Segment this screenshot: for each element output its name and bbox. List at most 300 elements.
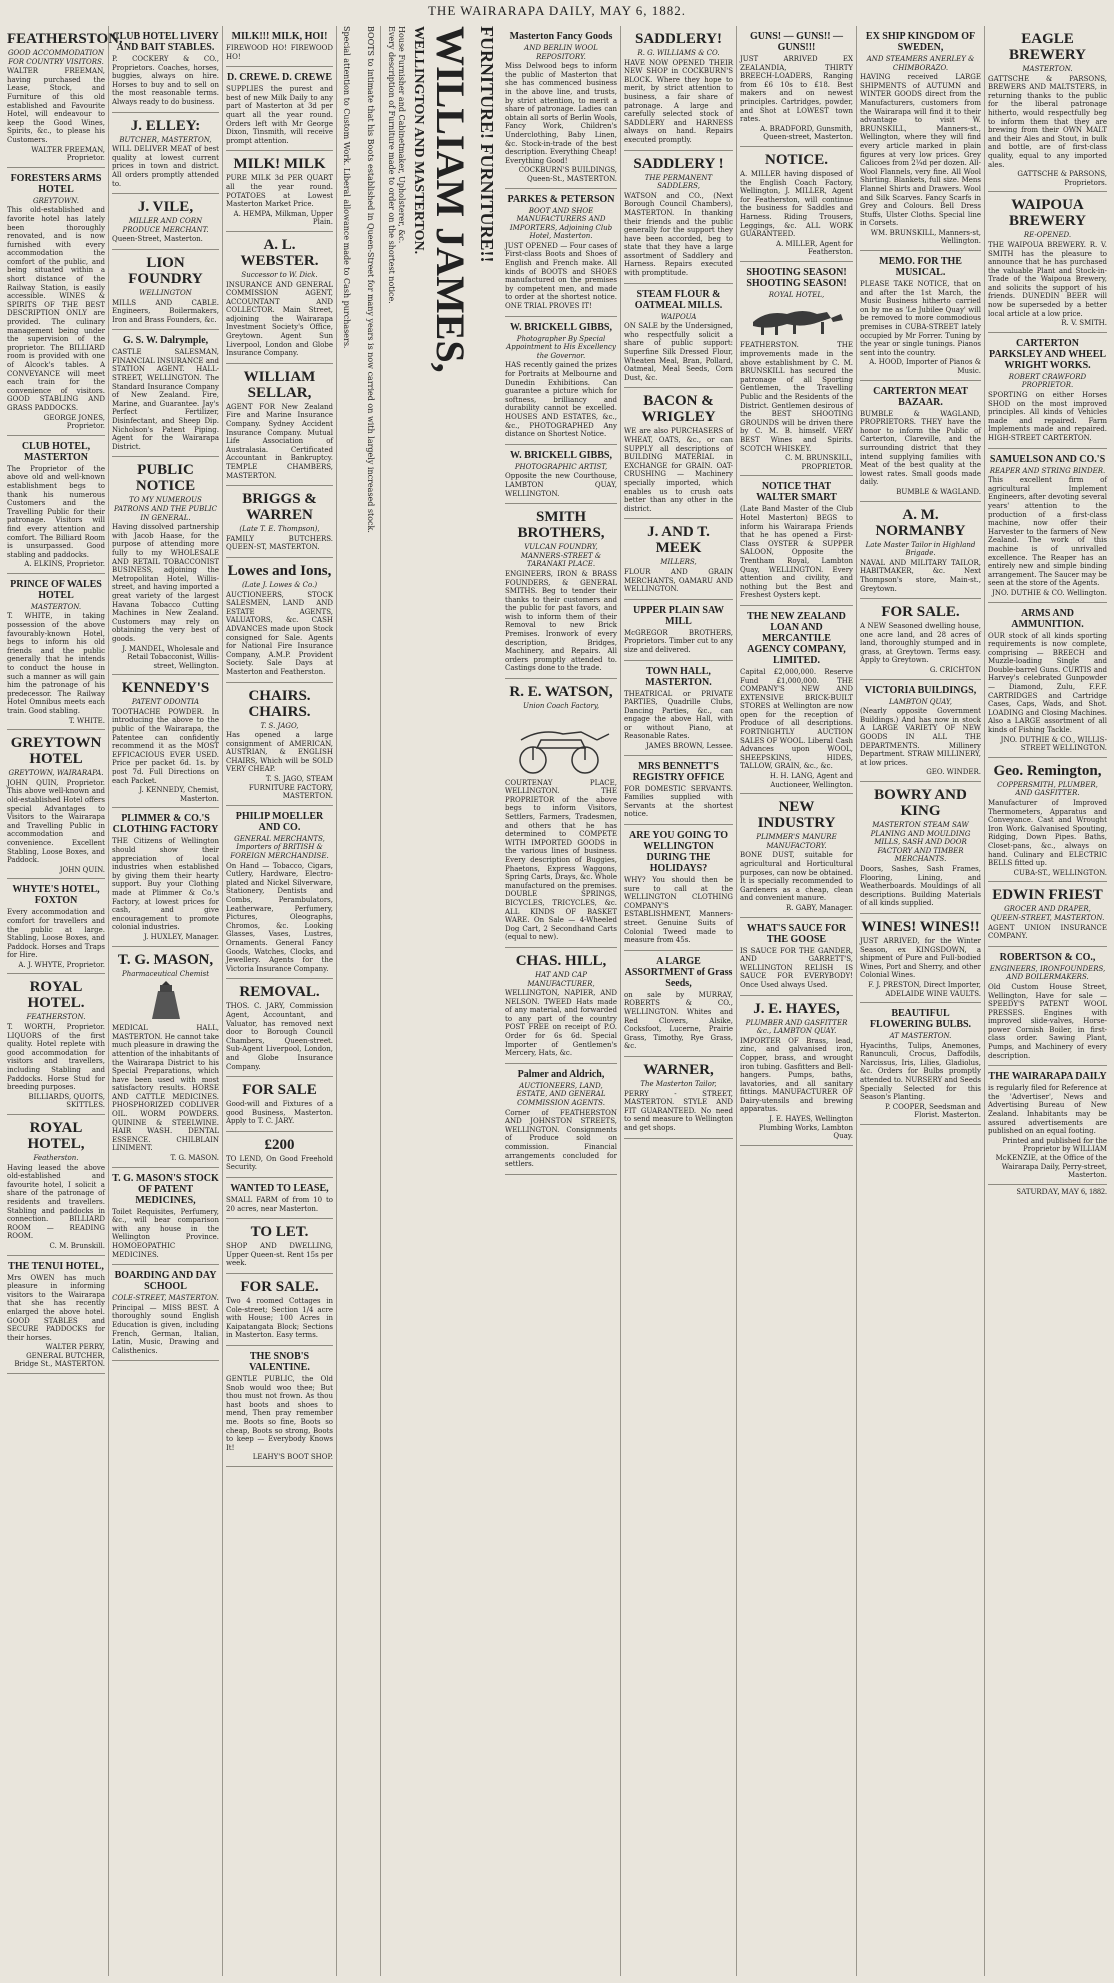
advertisement-lion-foundry (112, 250, 219, 330)
ad-title: ROYAL HOTEL. (27, 979, 85, 1012)
ad-body: This old-established and favorite hotel has lately been thoroughly renovated, and is now furnished with every accommodation the comfort of the public, and being situated within a short distance of the Railway Station, is easily accessible. WINES & SPIRITS OF THE BEST DESCRIPTION ONLY are provided. The culinary management being under the supervision of the proprietor. The BILLIARD room is provided with one of Alcock's tables. A CONVEYANCE will meet each train for the convenience of visitors. GOOD STABLING AND GRASS PADDOCKS. (7, 206, 105, 412)
masthead: THE WAIRARAPA DAILY, MAY 6, 1882. (427, 3, 687, 18)
ad-title: CHAS. HILL, (515, 952, 607, 969)
ad-title: SHOOTING SEASON! SHOOTING SEASON! (746, 266, 847, 289)
advertisement-club-hotel-masterton (7, 436, 105, 574)
ad-body: Has opened a large consignment of AMERICAN, AUSTRIAN, & ENGLISH CHAIRS, Which will be SOLD VERY CHEAP. (226, 731, 333, 774)
advertisement-for-sale (226, 1274, 333, 1346)
column-1 (4, 26, 123, 1976)
advertisement-t-g-mason-s-stock-of-patent-medicines (112, 1168, 219, 1266)
ad-title: SADDLERY ! (633, 155, 724, 172)
ad-title: EDWIN FRIEST (992, 887, 1103, 904)
ad-body: AGENT UNION INSURANCE COMPANY. (988, 923, 1107, 941)
ad-body: BONE DUST, suitable for agricultural and Horticultural purposes, can now be obtained. It is specially recommended to Gardeners as a cheap, clean and convenient manure. (740, 851, 853, 903)
ad-title: FOR SALE (242, 1082, 317, 1099)
ad-subtitle: COLE-STREET, MASTERTON. (112, 1294, 219, 1303)
ad-body: FAMILY BUTCHERS. QUEEN-ST, MASTERTON. (226, 534, 333, 552)
ad-title: REMOVAL. (239, 984, 320, 1001)
ad-body: WHY? You should then be sure to call at the WELLINGTON CLOTHING COMPANY'S ESTABLISHMENT, Manners-street. Genuine Suits of Colonial Tweed made to measure from 45s. (624, 876, 733, 945)
ad-subtitle: MASTERTON. (1022, 65, 1073, 73)
ad-subtitle: GREYTOWN, WAIRARAPA. (8, 769, 104, 778)
advertisement-greytown-hotel (7, 730, 105, 879)
ad-body: SPORTING on either Horses SHOD on the most improved principles. All kinds of Vehicles made and repaired. Farm Implements made and repaired. HIGH-STREET CARTERTON. (988, 391, 1107, 442)
ad-subtitle: Photographer By Special Appointment to His Excellency the Governor. (506, 334, 616, 360)
column-2 (108, 26, 222, 1976)
advertisement-warner (624, 1057, 733, 1139)
ad-subtitle: TO MY NUMEROUS PATRONS AND THE PUBLIC IN GENERAL. (113, 496, 218, 522)
ad-title: MILK! MILK (233, 156, 326, 173)
ad-subtitle: Successor to W. Dick. (241, 270, 318, 279)
advertisement-g-s-w-dalrymple (112, 330, 219, 457)
ad-title: T. G. MASON'S STOCK OF PATENT MEDICINES, (112, 1172, 219, 1206)
column-5-rotated (380, 26, 503, 1976)
ad-body: WATSON and CO., (Next Borough Council Chambers), MASTERTON. In thanking their friends and the public generally for the support they have been accorded, beg to state that they have a large assortment of Saddlery and Harness. Repairs executed with promptitude. (624, 191, 733, 278)
ad-body: This excellent firm of agricultural Implement Engineers, after devoting several years' attention to the production of a first-class machine, now offer their Harvester to the farmers of New Zealand. The work of this machine is of unrivalled excellence. The Reaper has an entirely new and simple binding arrangement. The Saucer may be seen at the store of the Agents. (988, 476, 1107, 588)
ad-title: WARNER, (643, 1061, 714, 1078)
advertisement-edwin-friest (988, 882, 1107, 946)
advertisement-notice (740, 147, 853, 262)
ad-title: A LARGE ASSORTMENT of Grass Seeds, (624, 955, 733, 989)
ad-subtitle: MASTERTON. (30, 602, 82, 611)
ad-title: FOR SALE. (881, 604, 960, 621)
ad-signature: GATTSCHE & PARSONS, Proprietors. (1017, 170, 1107, 187)
ad-body: PURE MILK 3d PER QUART all the year round. POTATOES at Lowest Masterton Market Price. (226, 174, 333, 209)
ad-signature: BUMBLE & WAGLAND. (896, 487, 981, 496)
ad-subtitle: RE-OPENED. (1023, 231, 1072, 240)
advertisement-j-e-hayes (740, 996, 853, 1146)
ad-title: J. ELLEY: (130, 117, 201, 134)
ad-subtitle: GROCER AND DRAPER, QUEEN-STREET, MASTERTON. (990, 905, 1105, 922)
advertisement-eagle-brewery (988, 26, 1107, 192)
ad-subtitle: PLUMBER AND GASFITTER &c., LAMBTON QUAY. (745, 1018, 848, 1036)
ad-body: HAS recently gained the prizes for Portraits at Melbourne and Dunedin Exhibitions. Can guarantee a picture which for softness, brilliancy and durability cannot be excelled. HOUSES AND ESTATES, &c., &c., PHOTOGRAPHED Any distance on Shortest Notice. (505, 361, 617, 439)
ad-title: THE WAIRARAPA DAILY (988, 1071, 1107, 1083)
william-james-name: WILLIAM JAMES, (428, 26, 473, 373)
ad-title: FOR SALE. (240, 1279, 319, 1296)
column-7 (620, 26, 736, 1976)
ad-subtitle: COPPERSMITH, PLUMBER, AND GASFITTER. (997, 780, 1098, 798)
advertisement-geo-remington (988, 758, 1107, 883)
advertisement-r-e-watson (505, 679, 617, 948)
ad-subtitle: MILLER AND CORN PRODUCE MERCHANT. (122, 217, 209, 234)
ad-title: ROYAL HOTEL, (27, 1120, 85, 1152)
advertisement-steam-flour-oatmeal-mills (624, 284, 733, 389)
ad-title: T. G. MASON, (117, 951, 214, 968)
ad-signature: A. J. WHYTE, Proprietor. (18, 960, 105, 969)
ad-body: Hyacinths, Tulips, Anemones, Ranunculi, Crocus, Daffodils, Narcissus, Iris, Lilies, Gladiolus, &c. Orders for Bulbs promptly attended to. NURSERY and Seeds Specially Selected for this Season's Planting. (860, 1041, 981, 1102)
advertisement-waipoua-brewery (988, 192, 1107, 333)
advertisement-the-new-zealand-loan-and-mercantile-agen (740, 606, 853, 794)
advertisement-a-large-assortment-of-grass-seeds (624, 951, 733, 1057)
ad-body: HAVE NOW OPENED THEIR NEW SHOP in COCKBURN'S BLOCK. Where they hope to merit, by strict attention to business, a fair share of patronage. A large and carefully selected stock of SADDLERY and HARNESS always on hand. Repairs executed promptly. (624, 58, 733, 144)
column-3 (222, 26, 336, 1976)
ad-subtitle: HAT AND CAP MANUFACTURER, (527, 970, 595, 988)
ad-body: PERRY - STREET, MASTERTON. STYLE AND FIT GUARANTEED. No need to send measure to Wellington and get shops. (624, 1089, 733, 1132)
ad-title: PRINCE OF WALES HOTEL (10, 578, 102, 601)
advertisement-d-crewe-d-crewe (226, 67, 333, 151)
ad-signature: A. HOOD, Importer of Pianos & Music. (869, 358, 981, 375)
ad-body: JOHN QUIN, Proprietor. This above well-known and old-established Hotel offers special Advantages to Visitors to the Wairarapa and Travelling Public in accommodation and convenience. Excellent Stabling, Loose Boxes, and Paddock. (7, 778, 105, 865)
ad-body: INSURANCE AND GENERAL COMMISSION AGENT, ACCOUNTANT AND COLLECTOR. Main Street, adjoining the Wairarapa Investment Society's Office, Greytown. Agent Sun Liverpool, London and Globe Insurance Company. (226, 280, 333, 358)
ad-body: THE Citizens of Wellington should show their appreciation of local industries when established by giving them their hearty support. Buy your Clothing made at Plimmer & Co.'s Factory, at lowest prices for cash, and give encouragement to promote colonial industries. (112, 837, 219, 932)
ad-body: MILLS AND CABLE. Engineers, Boilermakers, Iron and Brass Founders, &c. (112, 298, 219, 324)
ad-title: CHAIRS. CHAIRS. (248, 687, 311, 720)
ad-signature: GEORGE JONES, Proprietor. (43, 413, 105, 431)
ad-body: WALTER FREEMAN, having purchased the Lease, Stock, and Furniture of this old established and Favourite Hotel, will endeavour to keep the Good Wines, Spirits, &c., to please his Customers. (7, 67, 105, 144)
ad-body: (Nearly opposite Government Buildings.) And has now in stock A LARGE VARIETY OF NEW GOODS IN ALL THE DEPARTMENTS. Millinery Department. STRAW MILLINERY, at low prices. (860, 707, 981, 767)
ad-body: FLOUR AND GRAIN MERCHANTS, OAMARU AND WELLINGTON. (624, 567, 733, 594)
ad-body: THEATRICAL or PRIVATE PARTIES, Quadrille Clubs, Dancing Parties, &c., can engage the above Hall, with or without Piano, at Reasonable Rates. (624, 689, 733, 741)
ad-signature: F. J. PRESTON, Direct Importer, ADELAIDE WINE VAULTS. (868, 980, 981, 998)
advertisement-the-snob-s-valentine (226, 1346, 333, 1467)
column-4-rotated (336, 26, 381, 1976)
ad-title: W. BRICKELL GIBBS, (510, 321, 612, 333)
rotated-line: BOOTS to intimate that his Boots established in Queen-Street for many years is now carried on with largely increased stock. (366, 26, 375, 533)
advertisement-saddlery (624, 26, 733, 151)
ad-signature: H. H. LANG, Agent and Auctioneer, Wellington. (769, 772, 853, 789)
advertisement-royal-hotel (7, 1115, 105, 1256)
ad-body: Doors, Sashes, Sash Frames, Flooring, Lining, and Weatherboards. Mouldings of all descriptions. Building Materials of all kinds supplied. (860, 864, 981, 908)
advertisement-the-tenui-hotel (7, 1256, 105, 1375)
ad-title: MRS BENNETT'S REGISTRY OFFICE (632, 760, 725, 783)
ad-body: Manufacturer of Improved Thermometers, Apparatus and Conveyance. Cast and Wrought Iron Work. Galvanised Spouting, Ridging, Down Pipes. Baths, Closet-pans, &c., always on hand. Culinary and ELECTRIC BELLS fitted up. (988, 799, 1107, 868)
ad-subtitle: MILLERS, (660, 558, 697, 567)
advertisement-chas-hill (505, 948, 617, 1064)
advertisement-milk-milk (226, 151, 333, 232)
column-8 (736, 26, 856, 1976)
ad-subtitle: MASTERTON STEAM SAW PLANING AND MOULDING MILLS, SASH AND DOOR FACTORY AND TIMBER MERCHANTS. (870, 821, 971, 864)
ad-title: ROBERTSON & CO., (999, 951, 1096, 963)
advertisement-philip-moeller-and-co (226, 806, 333, 980)
ad-subtitle: VULCAN FOUNDRY, MANNERS-STREET & TARANAKI PLACE. (520, 543, 602, 569)
ad-body: JUST OPENED — Four cases of First-class Boots and Shoes of English and French make. All kinds of BOOTS and SHOES manufactured on the premises by competent men, and made to order at the shortest notice. ONE TRIAL PROVES IT! (505, 241, 617, 311)
ad-body: P. COCKERY & CO., Proprietors. Coaches, horses, buggies, always on hire. Horses to buy and to sell on the most reasonable terms. Always ready to do business. (112, 55, 219, 106)
ad-signature: Printed and published for the Proprietor by WILLIAM McKENZIE, at the Office of the Wairarapa Daily, Perry-street, Masterton. (995, 1136, 1107, 1180)
ad-body: OUR stock of all kinds sporting requirements is now complete, comprising — BREECH and Muzzle-loading Single and Double-barrel Guns. CURTIS and Harvey's celebrated Gunpowder — Diamond, Zulu, F.F.F. CARTRIDGES and Cartridge Cases, Caps, Wads, and Shot. LOADING and Closing Machines. Also a LARGE assortment of all kinds of Fishing Tackle. (988, 631, 1107, 735)
ad-body: T. WORTH, Proprietor. LIQUORS of the first quality. Hotel replete with good accommodation for visitors and travellers, including Stabling and Paddocks. Horse Stud for breeding purposes. (7, 1023, 105, 1092)
ad-signature: A. MILLER, Agent for Featherston. (776, 239, 853, 257)
rotated-line: Special attention to Custom Work. Liberal allowance made to Cash purchasers. (342, 26, 351, 349)
ad-body: THOS. C. JARY, Commission Agent, Accountant, and Valuator, has removed next door to Borough Council Chambers, Queen-street. Sub-Agent Liverpool, London, and Globe Insurance Company. (226, 1002, 333, 1071)
ad-title: BACON & WRIGLEY (641, 393, 716, 426)
ad-body: The Proprietor of the above old and well-known establishment begs to thank his numerous Customers and the Travelling Public for their patronage. Visitors will find every attention and comfort. The Billiard Room is unsurpassed. Good stabling and paddocks. (7, 464, 105, 559)
ad-subtitle: THE PERMANENT SADDLERS, (644, 173, 713, 191)
advertisement-club-hotel-livery-and-bait-stables (112, 26, 219, 113)
ad-signature: C. M. Brunskill. (49, 1241, 105, 1250)
ad-signature: A. HEMPA, Milkman, Upper Plain. (233, 209, 333, 227)
ad-subtitle: PHOTOGRAPHIC ARTIST, (514, 462, 608, 471)
ad-signature: WM. BRUNSKILL, Manners-st, Wellington. (870, 228, 981, 246)
ad-signature: A. BRADFORD, Gunsmith, Queen-street, Masterton. (760, 124, 853, 142)
ad-subtitle: ROYAL HOTEL, (768, 290, 825, 299)
ad-signature: T. G. MASON. (170, 1154, 219, 1163)
advertisement-carterton-parksley-and-wheel-wright-work (988, 333, 1107, 449)
advertisement-wines-wines (860, 914, 981, 1003)
ad-body: Old Custom House Street, Wellington, Have for sale — SPEEDY'S PATENT WOOL PRESSES. Engines with improved slide-valves, Horse-power Cornish Boiler, in first-class order. Sawing Plant, Pumps, and Machinery of every description. (988, 982, 1107, 1060)
advertisement-what-s-sauce-for-the-goose (740, 918, 853, 996)
advertisement-foresters-arms-hotel (7, 168, 105, 436)
advertisement-mrs-bennett-s-registry-office (624, 756, 733, 825)
advertisement-kennedy-s (112, 675, 219, 808)
ad-body: Capital £2,000,000. Reserve Fund £1,000,000. THE COMPANY'S NEW AND EXTENSIVE BRICK-BUILT STORES at Wellington are now open for the reception of Produce of all descriptions. FORTNIGHTLY AUCTION SALES OF WOOL. Liberal Cash Advances upon WOOL, SHEEPSKINS, HIDES, TALLOW, GRAIN, &c., &c. (740, 667, 853, 771)
ad-subtitle: BUTCHER, MASTERTON, (119, 135, 212, 144)
ad-body: FOR DOMESTIC SERVANTS. Families supplied with Servants at the shortest notice. (624, 784, 733, 819)
ad-body: Queen-Street, Masterton. (112, 235, 203, 244)
ad-body: MEDICAL HALL, MASTERTON. He cannot take much pleasure in drawing the attention of the inhabitants of the Wairarapa District to his Special Preparations, which have been used with most satisfactory results. HORSE AND CATTLE MEDICINES. PHOSPHORIZED CODLIVER OIL. WORM POWDERS. QUININE & STEELWINE. HAIR WASH. DENTAL ESSENCE. CHILBLAIN LINIMENT. (112, 1024, 219, 1153)
ad-body: FIREWOOD HO! FIREWOOD HO! (226, 44, 333, 61)
advertisement-chairs-chairs (226, 683, 333, 806)
ad-body: T. WHITE, in taking possession of the above favourably-known Hotel, begs to inform his old friends and the public generally that he intends to conduct the house in such a manner as will gain him the patronage of his predecessor. The Railway Hotel Omnibus meets each train. Good stabling. (7, 612, 105, 715)
ad-signature: R. GABY, Manager. (785, 903, 853, 912)
advertisement-upper-plain-saw-mill (624, 600, 733, 661)
ad-title: VICTORIA BUILDINGS, (864, 684, 977, 696)
ad-title: WAIPOUA BREWERY (1009, 197, 1086, 230)
ad-body: WE are also PURCHASERS of WHEAT, OATS, &c., or can SUPPLY all descriptions of BUILDING MATERIAL in EXCHANGE for GRAIN. OAT-CRUSHING — Machinery specially imported, which enables us to crush oats better than any other in the district. (624, 427, 733, 513)
advertisement-smith-brothers (505, 504, 617, 679)
advertisement-bacon-wrigley (624, 388, 733, 519)
ad-subtitle: (Late J. Lowes & Co.) (241, 580, 318, 589)
ad-title: WANTED TO LEASE, (230, 1183, 329, 1195)
ad-title: UPPER PLAIN SAW MILL (632, 604, 725, 627)
ad-title: R. E. WATSON, (509, 684, 613, 701)
ad-illustration (112, 981, 219, 1021)
advertisement-j-and-t-meek (624, 519, 733, 599)
ad-body: on sale by MURRAY, ROBERTS & CO., WELLINGTON. Whites and Red Clovers, Alsike, Cocksfoot, Lucerne, Prairie Grass, Timothy, Rye Grass, &c. (624, 990, 733, 1051)
ad-signature: J. HUXLEY, Manager. (143, 932, 219, 941)
ad-title: WILLIAM SELLAR, (243, 368, 316, 401)
ad-signature: J. E. HAYES, Wellington Plumbing Works, Lambton Quay. (758, 1115, 853, 1141)
column-9 (856, 26, 984, 1976)
ad-body: Having leased the above old-established and favourite hotel, I solicit a share of the patronage of residents and travellers. Stabling and paddocks in connection. BILLIARD ROOM — READING ROOM. (7, 1163, 105, 1241)
ad-title: SMITH BROTHERS, (517, 509, 605, 542)
ad-subtitle: T. S. JAGO, (260, 721, 299, 730)
ad-body: Corner of FEATHERSTON AND JOHNSTON STREETS, WELLINGTON. Consignments of Produce sold on commission. Financial arrangements concluded for settlers. (505, 1108, 617, 1169)
ad-body: Having dissolved partnership with Jacob Haase, for the purpose of attending more fully to my WHOLESALE AND RETAIL TOBACCONIST BUSINESS, adjoining the Metropolitan Hotel, Willis-street, and having imported a great variety of the largest Havana Tobacco Cutting Machines in New Zealand. Customers may rely on obtaining the very best of goods. (112, 523, 219, 643)
ad-subtitle: WELLINGTON (139, 288, 192, 297)
ad-title: ARE YOU GOING TO WELLINGTON DURING THE HOLIDAYS? (629, 830, 728, 875)
advertisement-plimmer-co-s-clothing-factory (112, 808, 219, 946)
ad-body: CASTLE SALESMAN, FINANCIAL INSURANCE and STATION AGENT. HALL-STREET, WELLINGTON. The Standard Insurance Company of New Zealand. Fire, Marine, and Guarantee. Jay's Perfect Fertilizer, Disinfectant, and Sheep Dip. Nicholson's Patent Piping. Agent for the Wairarapa District. (112, 348, 219, 451)
advertisement-arms-and-ammunition (988, 603, 1107, 758)
advertisement-removal (226, 979, 333, 1077)
advertisement-prince-of-wales-hotel (7, 574, 105, 730)
ad-signature: C. M. BRUNSKILL, PROPRIETOR. (785, 454, 853, 471)
advertisement-new-industry (740, 794, 853, 917)
advertisement-town-hall-masterton (624, 661, 733, 756)
ad-body: IMPORTER OF Brass, lead, zinc, and galvanised iron, Copper, brass, and wrought iron tubing. Gasfitters and Bell-hangers. Pumps, baths, lavatories, and all sanitary fittings. MANUFACTURER OF Dairy-utensils and brewing apparatus. (740, 1036, 853, 1114)
advertisement-whyte-s-hotel-foxton (7, 879, 105, 974)
ad-title: PARKES & PETERSON (507, 193, 615, 205)
ad-subtitle: (Late T. E. Thompson), (239, 525, 320, 534)
ad-body: WILL DELIVER MEAT of best quality at lowest current prices in town and district. All orders promptly attended to. (112, 145, 219, 188)
ad-body: IS SAUCE FOR THE GANDER, AND GARRETT'S, WELLINGTON RELISH IS SAUCE FOR EVERYBODY! Once Used always Used. (740, 946, 853, 989)
ad-title: W. BRICKELL GIBBS, (510, 449, 612, 461)
ad-body: HAVING received LARGE SHIPMENTS of AUTUMN and WINTER GOODS direct from the Manufacturers, customers from the Wairarapa will find it to their advantage to visit W. BRUNSKILL, Manners-st., Wellington, where they will find every article marked in plain figures at very low prices. Grey Calicoes from 2¼d per dozen. All-Wool Flannels, very fine. All Wool Shirting. Blankets, full size. Mens Flannel Shirts and Drawers. Wool and Silk Scarves. Fancy Scarfs in Grey and Colours. Bell Dress Stuffs, Ulster Cloths. Special line in Corsets. (860, 73, 981, 228)
ad-signature: COCKBURN'S BUILDINGS, Queen-St., MASTERTON. (518, 166, 617, 183)
ad-body: A NEW Seasoned dwelling house, one acre land, and 28 acres of land, thoroughly stumped and in grass, at Greytown. Terms easy. Apply to Greytown. (860, 622, 981, 665)
advertisement-200 (226, 1132, 333, 1178)
ad-title: Lowes and Ions, (227, 562, 332, 579)
ad-subtitle: PATENT ODONTIA (131, 698, 200, 707)
ad-subtitle: LAMBTON QUAY, (889, 697, 952, 706)
ad-title: GREYTOWN HOTEL (10, 735, 102, 768)
ad-signature: LEAHY'S BOOT SHOP. (252, 1453, 333, 1462)
advertisement-memo-for-the-musical (860, 251, 981, 381)
advertisement-are-you-going-to-wellington-during-the-h (624, 825, 733, 951)
advertisement-shooting-season-shooting-season (740, 262, 853, 477)
ad-title: TOWN HALL, MASTERTON. (645, 665, 712, 688)
ad-subtitle: Featherston. (33, 1154, 79, 1162)
ad-title: J. E. HAYES, (753, 1000, 840, 1017)
ad-signature: WALTER PERRY, GENERAL BUTCHER, Bridge St., MASTERTON. (14, 1343, 105, 1369)
advertisement-j-vile (112, 194, 219, 250)
ad-signature: J. KENNEDY, Chemist, Masterton. (139, 786, 219, 803)
ad-title: THE TENUI HOTEL, (8, 1260, 104, 1272)
advertisement-carterton-meat-bazaar (860, 381, 981, 502)
ad-body: (Late Band Master of the Club Hotel Masterton) BEGS to inform his Wairarapa Friends that he has opened a First-Class OYSTER & SUPPER SALOON, Opposite the Trentham Royal, Lambton Quay, WELLINGTON. Every attention and civility, and nothing but the Best and Freshest Oysters kept. (740, 505, 853, 600)
advertisement-bowry-and-king (860, 782, 981, 914)
ad-title: A. M. NORMANBY (875, 506, 966, 539)
ad-title: BOWRY AND KING (874, 787, 967, 819)
ad-title: CLUB HOTEL LIVERY AND BAIT STABLES. (112, 31, 219, 53)
rotated-line: House Furnisher and Cabinetmaker, Upholsterer, &c. (397, 26, 406, 244)
ad-subtitle: FEATHERSTON. (26, 1013, 86, 1022)
ad-title: THE SNOB'S VALENTINE. (249, 1351, 310, 1373)
ad-body: Two 4 roomed Cottages in Cole-street; Section 1/4 acre with House; 100 Acres in Kaipatangata Block; Sections in Masterton. Easy terms. (226, 1297, 333, 1340)
dateline: SATURDAY, MAY 6, 1882. (1016, 1186, 1107, 1196)
advertisement-briggs-warren (226, 486, 333, 558)
advertisement-for-sale (860, 599, 981, 680)
ad-body: TO LEND, On Good Freehold Security. (226, 1154, 333, 1172)
ad-subtitle: BOOT AND SHOE MANUFACTURERS AND IMPORTERS, Adjoining Club Hotel, Masterton. (509, 206, 613, 241)
ad-title: J. VILE, (137, 199, 194, 216)
column-10 (984, 26, 1110, 1976)
ad-title: BRIGGS & WARREN (242, 491, 317, 524)
ad-subtitle: ENGINEERS, IRONFOUNDERS, AND BOILERMAKERS. (989, 964, 1106, 982)
ad-body: Opposite the new Courthouse, LAMBTON QUAY, WELLINGTON. (505, 472, 617, 498)
ad-signature: T. WHITE. (68, 716, 105, 725)
ad-title: LION FOUNDRY (128, 254, 203, 287)
advertisement-milk-milk-hoi (226, 26, 333, 67)
ad-body: McGREGOR BROTHERS, Proprietors. Timber cut to any size and delivered. (624, 628, 733, 654)
ad-subtitle: AND BERLIN WOOL REPOSITORY. (524, 44, 598, 61)
advertisement-j-elley (112, 113, 219, 195)
ad-body: GATTSCHE & PARSONS, BREWERS AND MALTSTERS, in returning thanks to the public for the liberal patronage hitherto, would respectfully beg to inform them that they are brewing from their OWN MALT and their Ales and Stout, in bulk and bottle, are of first-class quality, equal to any imported ales. (988, 74, 1107, 169)
ad-body: is regularly filed for Reference at the 'Advertiser', News and Advertising Bureau of New Zealand. Inhabitants may be assured advertisements are published on an equal footing. (988, 1084, 1107, 1136)
ad-body: Principal — MISS BEST. A thoroughly sound English Education is given, including French, German, Italian, Latin, Music, Drawing and Calisthenics. (112, 1303, 219, 1355)
advertisement-wanted-to-lease (226, 1178, 333, 1219)
advertisement-lowes-and-ions (226, 558, 333, 683)
ad-title: FORESTERS ARMS HOTEL (10, 172, 102, 195)
ad-body: FEATHERSTON. THE improvements made in the above establishment by C. M. BRUNSKILL has secured the patronage of all Sporting Gentlemen, the Travelling Public and the Residents of the District. Gentlemen desirous of the BEST SHOOTING GROUNDS will be driven there by C. M. B. himself. VERY BEST Wines and Spirits. SCOTCH WHISKEY. (740, 341, 853, 453)
advertisement-notice-that-walter-smart (740, 476, 853, 606)
ad-subtitle: Pharmaceutical Chemist (121, 969, 210, 978)
ad-subtitle: The Masterton Tailor, (640, 1079, 717, 1088)
advertisement-a-l-webster (226, 232, 333, 364)
advertisement-public-notice (112, 457, 219, 675)
ad-signature: GEO. WINDER. (926, 768, 981, 777)
ad-signature: CUBA-ST., WELLINGTON. (1013, 868, 1107, 877)
ad-title: BOARDING AND DAY SCHOOL (114, 1270, 217, 1293)
ad-body: WELLINGTON, NAPIER, AND NELSON. TWEED Hats made of any material, and forwarded to any part of the country POST FREE on receipt of P.O. Order for 6s 6d. Special Importer of Gentlemen's Mercery, Hats, &c. (505, 989, 617, 1058)
ad-signature: JAMES BROWN, Lessee. (645, 742, 733, 751)
ad-signature: R. V. SMITH. (1061, 319, 1107, 328)
advertisement-palmer-and-aldrich (505, 1064, 617, 1175)
ad-title: G. S. W. Dalrymple, (122, 335, 209, 347)
ad-title: SADDLERY! (635, 31, 722, 47)
ad-title: CLUB HOTEL, MASTERTON (21, 440, 91, 463)
ad-title: STEAM FLOUR & OATMEAL MILLS. (634, 288, 723, 311)
ad-title: EX SHIP KINGDOM OF SWEDEN, (865, 31, 976, 53)
ad-title: ARMS AND AMMUNITION. (1011, 607, 1084, 630)
advertisement-a-m-normanby (860, 502, 981, 600)
ad-title: NOTICE THAT WALTER SMART (756, 481, 837, 504)
ad-title: WINES! WINES!! (861, 918, 980, 935)
ad-signature: JOHN QUIN. (59, 865, 105, 874)
ad-title: CARTERTON MEAT BAZAAR. (873, 385, 968, 408)
advertisement-boarding-and-day-school (112, 1265, 219, 1361)
ad-body: TOOTHACHE POWDER. In introducing the above to the public of the Wairarapa, the Patentee can confidently recommend it as the MOST EFFICACIOUS EVER USED. Price per packet 6d. 1s. by post 7d. Full Directions on each Packet. (112, 707, 219, 785)
ad-title: Masterton Fancy Goods (509, 31, 613, 42)
ad-body: BUMBLE & WAGLAND, PROPRIETORS. THEY have the honor to inform the Public of Carterton, Clareville, and the surrounding district that they intend supplying families with Meat of the best quality at the lowest rates. Small goods made daily. (860, 409, 981, 487)
ad-title: D. CREWE. D. CREWE (226, 72, 332, 84)
ad-body: Good-will and Fixtures of a good Business, Masterton. Apply to T. C. JARY. (226, 1100, 333, 1126)
ad-illustration (505, 714, 617, 776)
ad-subtitle: WAIPOUA (660, 312, 697, 321)
ad-body: Every accommodation and comfort for travellers and the public at large. Stabling, Loose Boxes, and Paddock. Horses and Traps for Hire. (7, 908, 105, 960)
ad-signature: T. S. JAGO, STEAM FURNITURE FACTORY, MASTERTON. (248, 775, 333, 801)
ad-body: NAVAL AND MILITARY TAILOR, HABITMAKER, &c. Next Thompson's store, Main-st., Greytown. (860, 558, 981, 593)
column-6 (502, 26, 620, 1976)
furniture-location: WELLINGTON AND MASTERTON. (411, 26, 426, 255)
ad-body: ENGINEERS, IRON & BRASS FOUNDERS, & GENERAL SMITHS. Beg to tender their thanks to their customers and the public for past favors, and wish to inform them of their Removal to new Brick Premises. Ironwork of every description, Bridges, Machinery, and Repairs. All orders promptly attended to. Castings done to the trade. (505, 569, 617, 673)
ad-illustration (740, 302, 853, 338)
ad-body: Miss Delwood begs to inform the public of Masterton that she has commenced business in the above line, and trusts, by strict attention, to merit a share of patronage. Ladies can obtain all sorts of Berlin Wools, Fancy Work, Children's Underclothing, Baby Linen, &c. Stock-in-trade of the best description. Everything Cheap! Everything Good! (505, 62, 617, 165)
ad-title: TO LET. (250, 1224, 309, 1241)
advertisement-victoria-buildings (860, 680, 981, 782)
ad-title: WHYTE'S HOTEL, FOXTON (12, 884, 100, 907)
advertisement-beautiful-flowering-bulbs (860, 1003, 981, 1125)
ad-subtitle: GENERAL MERCHANTS, Importers of BRITISH & FOREIGN MERCHANDISE. (230, 834, 329, 861)
ad-subtitle: AT MASTERTON. (889, 1032, 952, 1041)
ad-body: COURTENAY PLACE, WELLINGTON. THE PROPRIETOR of the above begs to inform Visitors, Settlers, Farmers, Tradesmen, and others that he has determined to COMPETE WITH IMPORTED GOODS in the various lines of business. Every description of Buggies, Phaetons, Express Waggons, Spring Carts, Drays, &c. Whole manufactured on the premises. DOUBLE SPRINGS, BICYCLES, TRICYCLES, &c. ALL KINDS OF BASKET WARE. On Sale — 4-Wheeled Dog Cart, 2 Secondhand Carts (equal to new). (505, 778, 617, 942)
ad-body: AUCTIONEERS, STOCK SALESMEN, LAND AND ESTATE AGENTS, VALUATORS, &c. CASH ADVANCES made upon Stock consigned for Sale. Agents for National Fire Insurance Company, A.M.P. Provident Society. Sale Days at Masterton and Featherston. (226, 590, 333, 676)
ad-body: On Hand — Tobacco, Cigars, Cutlery, Hardware, Electro-plated and Nickel Silverware, Stationery, Dentists and Combs, Perambulators, Leatherware, Perfumery, Pictures, Oleographs, Chromos, &c. Looking Glasses, Vases, Lustres, Ornaments. General Fancy Goods, Watches, Clocks, and Jewellery. Agents for the Victoria Insurance Company. (226, 861, 333, 973)
advertisement-w-brickell-gibbs (505, 317, 617, 445)
advertisement-for-sale (226, 1077, 333, 1132)
ad-title: A. L. WEBSTER. (240, 236, 319, 269)
ad-body: ON SALE by the Undersigned, who respectfully solicit a share of public support: Superfine Silk Dressed Flour, Wheaten Meal, Bran, Pollard, Oatmeal, Meal Seeds, Corn Dust, &c. (624, 322, 733, 382)
advertisement-featherston (7, 26, 123, 168)
ad-signature: J. MANDEL, Wholesale and Retail Tobacconist, Willis-street, Wellington. (122, 644, 219, 670)
ad-signature: BILLIARDS, QUOITS, SKITTLES. (28, 1092, 105, 1110)
ad-body: AGENT FOR New Zealand Fire and Marine Insurance Company. Sydney Accident Insurance Company. Mutual Life Association of Australasia. Certificated Accountant in Bankruptcy. TEMPLE CHAMBERS, MASTERTON. (226, 402, 333, 480)
ad-body: JUST ARRIVED EX ZEALANDIA, THIRTY BREECH-LOADERS, Ranging from £6 10s to £18. Best makers and on newest principles. Cartridges, powder, and Shot at LOWEST town rates. (740, 55, 853, 124)
ad-title: EAGLE BREWERY (1009, 31, 1086, 63)
ad-signature: P. COOPER, Seedsman and Florist. Masterton. (885, 1102, 981, 1120)
ad-title: THE NEW ZEALAND LOAN AND MERCANTILE AGENCY COMPANY, LIMITED. (747, 610, 846, 666)
ad-title: PLIMMER & CO.'S CLOTHING FACTORY (112, 813, 219, 836)
ad-title: Palmer and Aldrich, (517, 1068, 605, 1080)
ad-body: Mrs OWEN has much pleasure in informing visitors to the Wairarapa that she has recently enlarged the above hotel. GOOD STABLES and SECURE PADDOCKS for their horses. (7, 1273, 105, 1342)
advertisement-the-wairarapa-daily (988, 1066, 1107, 1185)
ad-title: NOTICE. (765, 151, 828, 168)
ad-body: PLEASE TAKE NOTICE, that on and after the 1st March, the Music Business hitherto carried on by me as 'Le Jubilee Quay' will be removed to more commodious premises in CUBA-STREET lately occupied by Mr Forrer. Tuning by the year or single tunings. Pianos sent into the country. (860, 280, 981, 357)
ad-signature: JNO. DUTHIE & CO. Wellington. (992, 588, 1107, 597)
advertisement-william-sellar (226, 364, 333, 486)
advertisement-samuelson-and-co-s (988, 449, 1107, 603)
advertisement-royal-hotel (7, 974, 105, 1115)
